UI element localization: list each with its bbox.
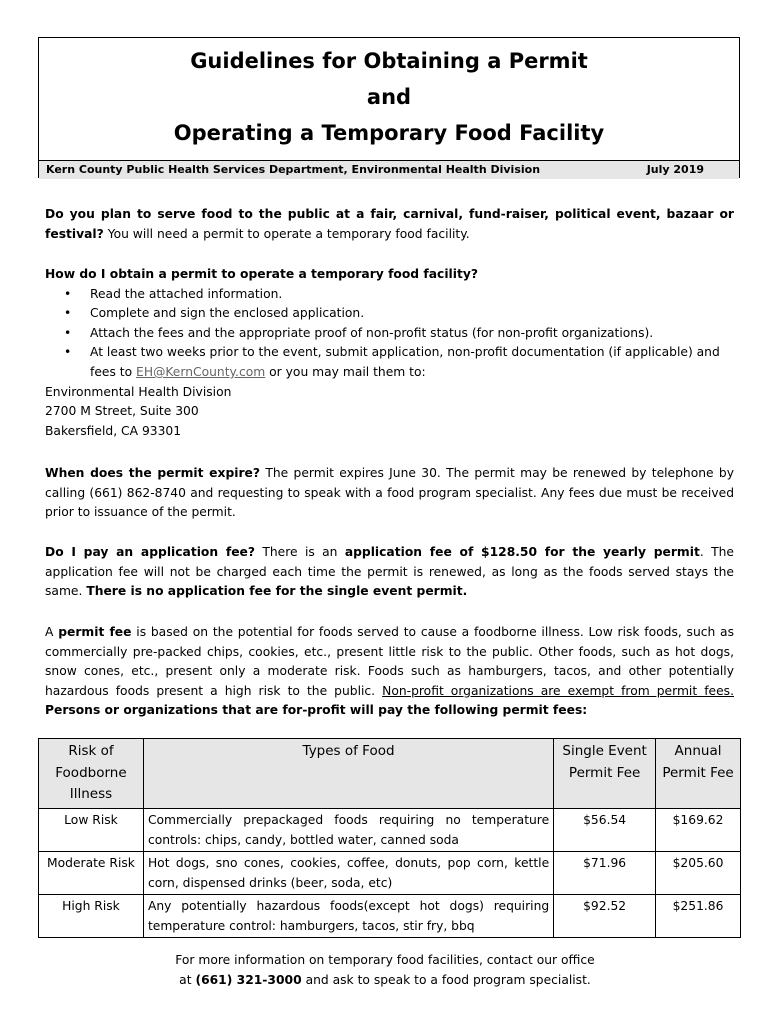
footer-line-2 (0, 970, 770, 990)
list-item: • Read the attached information. (45, 285, 734, 305)
fee-question: Do I pay an application fee? (45, 545, 256, 559)
page-title (39, 38, 739, 160)
annual-fee-cell: $205.60 (656, 851, 741, 894)
intro-answer: You will need a permit to operate a temporary food facility. (107, 226, 470, 241)
obtain-steps-list (45, 285, 734, 383)
forprofit-note: Persons or organizations that are for-profit will pay the following permit fees: (45, 703, 588, 718)
foods-cell: Hot dogs, sno cones, cookies, coffee, donuts, pop corn, kettle corn, dispensed drinks (beer, soda, etc) (143, 851, 553, 894)
list-item: • Complete and sign the enclosed application. (45, 304, 734, 324)
fee-text-1: There is an (262, 545, 338, 559)
annual-fee-cell: $169.62 (656, 808, 741, 851)
title-line-3: Operating a Temporary Food Facility (173, 121, 605, 145)
footer-text-b: and ask to speak to a food program specialist. (305, 973, 591, 987)
title-line-1: Guidelines for Obtaining a Permit (190, 49, 588, 73)
table-row (39, 808, 741, 851)
header-annual-fee: Annual Permit Fee (656, 739, 741, 809)
footer-line-1: For more information on temporary food facilities, contact our office (175, 953, 595, 967)
table-row (39, 894, 741, 937)
header-risk: Risk of Foodborne Illness (39, 739, 144, 809)
single-fee-cell: $56.54 (554, 808, 656, 851)
obtain-heading: How do I obtain a permit to operate a temporary food facility? (45, 267, 479, 281)
department-name: Kern County Public Health Services Department, Environmental Health Division (46, 163, 541, 176)
list-item: • Attach the fees and the appropriate proof of non-profit status (for non-profit organizations). (45, 324, 734, 344)
footer-text-a: at (179, 973, 192, 987)
risk-cell: Low Risk (39, 808, 144, 851)
expire-answer: The permit expires June 30. The permit may be renewed by telephone by calling (661) 862-8740 and requesting to speak with a food program specialist. Any fees due must be received prior to issuance of the permit. (45, 466, 734, 520)
fee-single-event-note: There is no application fee for the single event permit. (86, 584, 468, 599)
step4-text-end: or you may mail them to: (269, 364, 426, 379)
fee-amount: application fee of $128.50 for the yearly permit (344, 545, 700, 559)
expire-question: When does the permit expire? (45, 466, 260, 480)
header-foods: Types of Food (143, 739, 553, 809)
annual-fee-cell: $251.86 (656, 894, 741, 937)
header-single-fee: Single Event Permit Fee (554, 739, 656, 809)
header-box (38, 37, 740, 178)
email-link[interactable]: EH@KernCounty.com (136, 364, 266, 379)
intro-question: Do you plan to serve food to the public at a fair, carnival, fund-raiser, political event, bazaar or festival? (45, 207, 734, 241)
step4-text: At least two weeks prior to the event, submit application, non-profit documentation (if applicable) and fees to (90, 345, 720, 379)
fee-table (38, 738, 741, 938)
address-line-2: 2700 M Street, Suite 300 (45, 404, 199, 419)
obtain-section (45, 265, 734, 441)
single-fee-cell: $71.96 (554, 851, 656, 894)
single-fee-cell: $92.52 (554, 894, 656, 937)
fee-text-2: . The application fee will not be charged each time the permit is renewed, as long as the foods served stays the same. (45, 545, 734, 599)
permit-fee-text-a: A (45, 625, 54, 639)
expire-paragraph (45, 464, 734, 523)
document-date: July 2019 (646, 163, 704, 176)
permit-fee-term: permit fee (58, 625, 132, 639)
footer-contact (0, 950, 770, 990)
nonprofit-exempt-note: Non-profit organizations are exempt from permit fees. (382, 683, 734, 698)
risk-cell: High Risk (39, 894, 144, 937)
list-item (45, 343, 734, 382)
permit-fee-paragraph (45, 623, 734, 721)
foods-cell: Any potentially hazardous foods(except hot dogs) requiring temperature control: hamburgers, tacos, stir fry, bbq (143, 894, 553, 937)
risk-cell: Moderate Risk (39, 851, 144, 894)
table-header-row (39, 739, 741, 809)
foods-cell: Commercially prepackaged foods requiring no temperature controls: chips, candy, bottled water, canned soda (143, 808, 553, 851)
intro-paragraph (45, 205, 734, 244)
footer-phone: (661) 321-3000 (195, 973, 302, 987)
fee-paragraph (45, 543, 734, 602)
table-row (39, 851, 741, 894)
address-line-1: Environmental Health Division (45, 384, 232, 399)
header-strip (39, 160, 739, 179)
title-line-2: and (366, 85, 412, 109)
permit-fee-text-b: is based on the potential for foods served to cause a foodborne illness. Low risk foods, such as commercially pre-packed chips, cookies, etc., present little risk to the public. Other foods, such as hot dogs, snow cones, etc., present only a moderate risk. Foods such as hamburgers, tacos, and other potentially hazardous foods present a high risk to the public. (45, 625, 735, 698)
address-line-3: Bakersfield, CA 93301 (45, 423, 182, 438)
